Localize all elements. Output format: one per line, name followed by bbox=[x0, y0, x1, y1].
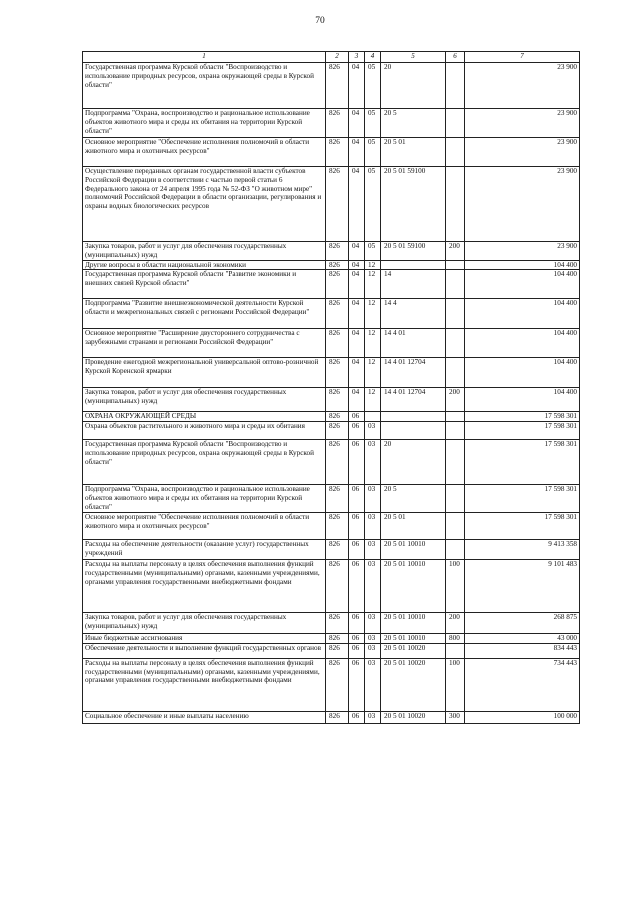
row-name: Подпрограмма "Развитие внешнеэкономической деятельности Курской области и межрегиональных связей с регионами Российской Федерации" bbox=[83, 299, 326, 329]
row-section: 06 bbox=[349, 634, 365, 644]
table-row bbox=[83, 358, 580, 388]
row-section: 06 bbox=[349, 540, 365, 560]
row-subsection: 12 bbox=[365, 260, 381, 270]
row-subsection: 05 bbox=[365, 167, 381, 242]
row-section: 04 bbox=[349, 388, 365, 412]
row-name: ОХРАНА ОКРУЖАЮЩЕЙ СРЕДЫ bbox=[83, 412, 326, 422]
row-target-article bbox=[381, 412, 446, 422]
row-expense-type bbox=[446, 422, 465, 440]
row-section: 04 bbox=[349, 138, 365, 167]
row-grbs: 826 bbox=[326, 329, 349, 358]
table-row bbox=[83, 643, 580, 658]
row-subsection: 12 bbox=[365, 270, 381, 299]
row-subsection: 12 bbox=[365, 358, 381, 388]
row-expense-type: 800 bbox=[446, 634, 465, 644]
row-name: Социальное обеспечение и иные выплаты населению bbox=[83, 711, 326, 723]
row-section: 06 bbox=[349, 513, 365, 540]
row-amount: 734 443 bbox=[465, 658, 580, 711]
row-grbs: 826 bbox=[326, 658, 349, 711]
row-grbs: 826 bbox=[326, 711, 349, 723]
row-amount: 23 900 bbox=[465, 109, 580, 138]
row-grbs: 826 bbox=[326, 560, 349, 613]
row-amount: 834 443 bbox=[465, 643, 580, 658]
row-subsection: 03 bbox=[365, 643, 381, 658]
row-grbs: 826 bbox=[326, 63, 349, 109]
row-amount: 43 000 bbox=[465, 634, 580, 644]
row-expense-type bbox=[446, 109, 465, 138]
row-section: 04 bbox=[349, 242, 365, 261]
row-target-article: 20 5 01 10010 bbox=[381, 634, 446, 644]
row-name: Другие вопросы в области национальной экономики bbox=[83, 260, 326, 270]
row-section: 04 bbox=[349, 109, 365, 138]
row-target-article: 14 4 01 bbox=[381, 329, 446, 358]
row-subsection: 05 bbox=[365, 138, 381, 167]
row-expense-type bbox=[446, 358, 465, 388]
row-section: 06 bbox=[349, 711, 365, 723]
table-row bbox=[83, 440, 580, 485]
row-grbs: 826 bbox=[326, 109, 349, 138]
row-grbs: 826 bbox=[326, 513, 349, 540]
row-name: Проведение ежегодной межрегиональной универсальной оптово-розничной Курской Коренской ярмарки bbox=[83, 358, 326, 388]
table-row bbox=[83, 658, 580, 711]
column-header: 6 bbox=[446, 52, 465, 63]
row-subsection: 03 bbox=[365, 440, 381, 485]
row-grbs: 826 bbox=[326, 422, 349, 440]
row-grbs: 826 bbox=[326, 388, 349, 412]
row-target-article: 20 5 01 59100 bbox=[381, 167, 446, 242]
row-name: Основное мероприятие "Обеспечение исполнения полномочий в области животного мира и охотничьих ресурсов" bbox=[83, 513, 326, 540]
row-grbs: 826 bbox=[326, 485, 349, 513]
row-name: Осуществление переданных органам государственной власти субъектов Российской Федерации в соответствии с частью первой статьи 6 Федерального закона от 24 апреля 1995 года № 52-ФЗ "О животном мире" полномочий Российской Федерации в области организации, регулирования и охраны водных биологических ресурсов bbox=[83, 167, 326, 242]
row-expense-type bbox=[446, 138, 465, 167]
table-row bbox=[83, 613, 580, 634]
row-subsection: 03 bbox=[365, 560, 381, 613]
row-subsection: 03 bbox=[365, 613, 381, 634]
row-section: 04 bbox=[349, 260, 365, 270]
row-subsection: 05 bbox=[365, 109, 381, 138]
row-grbs: 826 bbox=[326, 643, 349, 658]
row-expense-type bbox=[446, 299, 465, 329]
row-name: Расходы на выплаты персоналу в целях обеспечения выполнения функций государственными (муниципальными) органами, казенными учреждениями, органами управления государственными внебюджетными фондами bbox=[83, 658, 326, 711]
row-expense-type: 200 bbox=[446, 242, 465, 261]
row-subsection: 05 bbox=[365, 242, 381, 261]
row-amount: 100 000 bbox=[465, 711, 580, 723]
row-section: 06 bbox=[349, 422, 365, 440]
row-amount: 17 598 301 bbox=[465, 412, 580, 422]
column-header: 7 bbox=[465, 52, 580, 63]
row-grbs: 826 bbox=[326, 540, 349, 560]
table-row bbox=[83, 422, 580, 440]
row-name: Подпрограмма "Охрана, воспроизводство и рациональное использование объектов животного мира и среды их обитания на территории Курской области" bbox=[83, 485, 326, 513]
row-name: Государственная программа Курской области "Воспроизводство и использование природных ресурсов, охрана окружающей среды в Курской области" bbox=[83, 63, 326, 109]
row-expense-type bbox=[446, 540, 465, 560]
row-subsection: 05 bbox=[365, 63, 381, 109]
row-target-article bbox=[381, 260, 446, 270]
column-header: 1 bbox=[83, 52, 326, 63]
row-section: 06 bbox=[349, 658, 365, 711]
row-target-article: 20 5 01 bbox=[381, 513, 446, 540]
table-row bbox=[83, 63, 580, 109]
row-subsection: 03 bbox=[365, 711, 381, 723]
row-subsection: 03 bbox=[365, 485, 381, 513]
table-row bbox=[83, 540, 580, 560]
row-expense-type: 100 bbox=[446, 658, 465, 711]
column-header: 3 bbox=[349, 52, 365, 63]
row-amount: 104 400 bbox=[465, 270, 580, 299]
row-expense-type: 100 bbox=[446, 560, 465, 613]
row-name: Закупка товаров, работ и услуг для обеспечения государственных (муниципальных) нужд bbox=[83, 613, 326, 634]
row-target-article: 20 5 01 10020 bbox=[381, 658, 446, 711]
row-subsection: 03 bbox=[365, 540, 381, 560]
row-expense-type bbox=[446, 270, 465, 299]
row-amount: 17 598 301 bbox=[465, 485, 580, 513]
row-section: 04 bbox=[349, 358, 365, 388]
row-grbs: 826 bbox=[326, 613, 349, 634]
row-section: 06 bbox=[349, 560, 365, 613]
row-grbs: 826 bbox=[326, 260, 349, 270]
row-subsection: 03 bbox=[365, 658, 381, 711]
row-subsection: 03 bbox=[365, 513, 381, 540]
row-section: 06 bbox=[349, 613, 365, 634]
row-amount: 17 598 301 bbox=[465, 513, 580, 540]
row-expense-type bbox=[446, 412, 465, 422]
column-header: 5 bbox=[381, 52, 446, 63]
row-target-article: 20 bbox=[381, 440, 446, 485]
row-amount: 23 900 bbox=[465, 63, 580, 109]
row-subsection bbox=[365, 412, 381, 422]
row-name: Обеспечение деятельности и выполнение функций государственных органов bbox=[83, 643, 326, 658]
row-section: 06 bbox=[349, 440, 365, 485]
row-subsection: 03 bbox=[365, 634, 381, 644]
row-name: Подпрограмма "Охрана, воспроизводство и рациональное использование объектов животного мира и среды их обитания на территории Курской области" bbox=[83, 109, 326, 138]
row-target-article: 20 bbox=[381, 63, 446, 109]
row-grbs: 826 bbox=[326, 412, 349, 422]
row-grbs: 826 bbox=[326, 138, 349, 167]
row-name: Иные бюджетные ассигнования bbox=[83, 634, 326, 644]
table-row bbox=[83, 513, 580, 540]
row-expense-type bbox=[446, 513, 465, 540]
row-section: 04 bbox=[349, 167, 365, 242]
table-row bbox=[83, 260, 580, 270]
row-section: 06 bbox=[349, 485, 365, 513]
row-expense-type bbox=[446, 329, 465, 358]
table-row bbox=[83, 299, 580, 329]
table-row bbox=[83, 242, 580, 261]
table-row bbox=[83, 412, 580, 422]
row-grbs: 826 bbox=[326, 634, 349, 644]
row-section: 04 bbox=[349, 63, 365, 109]
row-amount: 104 400 bbox=[465, 358, 580, 388]
table-row bbox=[83, 109, 580, 138]
row-amount: 104 400 bbox=[465, 329, 580, 358]
column-header: 2 bbox=[326, 52, 349, 63]
row-expense-type bbox=[446, 643, 465, 658]
row-expense-type bbox=[446, 63, 465, 109]
row-grbs: 826 bbox=[326, 358, 349, 388]
row-subsection: 12 bbox=[365, 299, 381, 329]
row-name: Расходы на обеспечение деятельности (оказание услуг) государственных учреждений bbox=[83, 540, 326, 560]
row-name: Основное мероприятие "Расширение двустороннего сотрудничества с зарубежными странами и регионами Российской Федерации" bbox=[83, 329, 326, 358]
row-section: 04 bbox=[349, 270, 365, 299]
row-target-article: 20 5 bbox=[381, 485, 446, 513]
row-expense-type: 300 bbox=[446, 711, 465, 723]
row-section: 04 bbox=[349, 329, 365, 358]
row-subsection: 12 bbox=[365, 329, 381, 358]
row-amount: 104 400 bbox=[465, 260, 580, 270]
table-row bbox=[83, 329, 580, 358]
table-row bbox=[83, 634, 580, 644]
row-name: Закупка товаров, работ и услуг для обеспечения государственных (муниципальных) нужд bbox=[83, 242, 326, 261]
row-amount: 268 875 bbox=[465, 613, 580, 634]
row-grbs: 826 bbox=[326, 167, 349, 242]
row-subsection: 03 bbox=[365, 422, 381, 440]
row-section: 04 bbox=[349, 299, 365, 329]
row-section: 06 bbox=[349, 643, 365, 658]
row-target-article: 20 5 01 bbox=[381, 138, 446, 167]
row-target-article: 20 5 bbox=[381, 109, 446, 138]
row-target-article: 20 5 01 10020 bbox=[381, 643, 446, 658]
row-expense-type bbox=[446, 485, 465, 513]
row-target-article: 20 5 01 10010 bbox=[381, 613, 446, 634]
row-expense-type bbox=[446, 167, 465, 242]
row-target-article: 20 5 01 10010 bbox=[381, 560, 446, 613]
row-name: Государственная программа Курской области "Воспроизводство и использование природных ресурсов, охрана окружающей среды в Курской области" bbox=[83, 440, 326, 485]
page-number: 70 bbox=[315, 16, 325, 26]
row-expense-type bbox=[446, 260, 465, 270]
row-name: Охрана объектов растительного и животного мира и среды их обитания bbox=[83, 422, 326, 440]
row-expense-type: 200 bbox=[446, 613, 465, 634]
row-target-article: 20 5 01 10010 bbox=[381, 540, 446, 560]
row-amount: 23 900 bbox=[465, 167, 580, 242]
row-name: Расходы на выплаты персоналу в целях обеспечения выполнения функций государственными (муниципальными) органами, казенными учреждениями, органами управления государственными внебюджетными фондами bbox=[83, 560, 326, 613]
row-amount: 23 900 bbox=[465, 242, 580, 261]
row-name: Основное мероприятие "Обеспечение исполнения полномочий в области животного мира и охотничьих ресурсов" bbox=[83, 138, 326, 167]
table-row bbox=[83, 388, 580, 412]
row-amount: 9 101 483 bbox=[465, 560, 580, 613]
row-subsection: 12 bbox=[365, 388, 381, 412]
row-grbs: 826 bbox=[326, 299, 349, 329]
row-amount: 9 413 358 bbox=[465, 540, 580, 560]
budget-table bbox=[82, 51, 580, 724]
table-row bbox=[83, 138, 580, 167]
row-name: Государственная программа Курской области "Развитие экономики и внешних связей Курской области" bbox=[83, 270, 326, 299]
table-row bbox=[83, 485, 580, 513]
row-target-article: 14 4 01 12704 bbox=[381, 358, 446, 388]
row-amount: 104 400 bbox=[465, 388, 580, 412]
row-expense-type bbox=[446, 440, 465, 485]
table-header-row bbox=[83, 52, 580, 63]
table-row bbox=[83, 270, 580, 299]
row-section: 06 bbox=[349, 412, 365, 422]
column-header: 4 bbox=[365, 52, 381, 63]
row-target-article: 14 4 bbox=[381, 299, 446, 329]
row-grbs: 826 bbox=[326, 270, 349, 299]
table-row bbox=[83, 167, 580, 242]
row-amount: 17 598 301 bbox=[465, 422, 580, 440]
row-amount: 23 900 bbox=[465, 138, 580, 167]
table-row bbox=[83, 560, 580, 613]
row-amount: 17 598 301 bbox=[465, 440, 580, 485]
row-grbs: 826 bbox=[326, 242, 349, 261]
row-amount: 104 400 bbox=[465, 299, 580, 329]
row-expense-type: 200 bbox=[446, 388, 465, 412]
row-target-article: 20 5 01 10020 bbox=[381, 711, 446, 723]
row-target-article: 20 5 01 59100 bbox=[381, 242, 446, 261]
row-target-article: 14 bbox=[381, 270, 446, 299]
row-name: Закупка товаров, работ и услуг для обеспечения государственных (муниципальных) нужд bbox=[83, 388, 326, 412]
row-grbs: 826 bbox=[326, 440, 349, 485]
table-row bbox=[83, 711, 580, 723]
row-target-article bbox=[381, 422, 446, 440]
row-target-article: 14 4 01 12704 bbox=[381, 388, 446, 412]
